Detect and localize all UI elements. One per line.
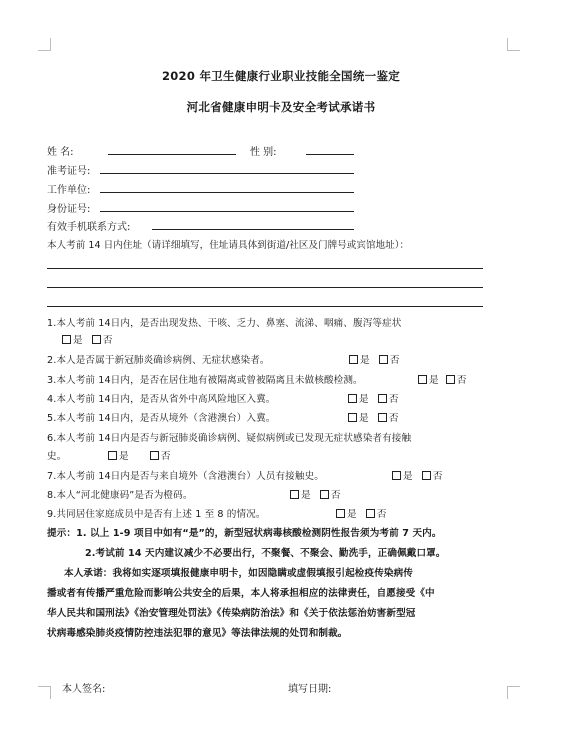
no-option[interactable]: 否	[320, 487, 341, 501]
question-9: 9.共同居住家庭成员中是否有上述 1 至 8 的情况。	[47, 509, 266, 520]
question-6-options	[108, 448, 171, 462]
checkbox[interactable]	[422, 471, 431, 480]
no-option[interactable]: 否	[378, 410, 399, 424]
question-4: 4.本人考前 14日内，是否从省外中高风险地区入冀。	[47, 394, 276, 405]
yes-option[interactable]: 是	[348, 391, 369, 405]
question-7: 7.本人考前 14日内是否与来自境外（含港澳台）人员有接触史。	[47, 471, 324, 482]
crop-mark	[507, 686, 520, 699]
tip-1: 提示：1. 以上 1-9 项目中如有“是”的，新型冠状病毒核酸检测阴性报告须为考前 7 天内。	[47, 528, 442, 539]
no-option[interactable]: 否	[92, 332, 113, 346]
phone-field[interactable]	[152, 229, 354, 230]
checkbox[interactable]	[290, 490, 299, 499]
address-label: 本人考前 14 日内住址（请详细填写，住址请具体到街道/社区及门牌号或宾馆地址）：	[47, 240, 410, 251]
exam-id-field[interactable]	[100, 173, 354, 174]
checkbox[interactable]	[378, 394, 387, 403]
crop-mark	[507, 38, 520, 51]
promise-line-3: 华人民共和国刑法》《治安管理处罚法》《传染病防治法》和《关于依法惩治妨害新型冠	[47, 608, 416, 619]
address-line[interactable]	[47, 306, 483, 307]
gender-field[interactable]	[306, 154, 354, 155]
question-3: 3.本人考前 14日内，是否在居住地有被隔离或曾被隔离且未做核酸检测。	[47, 375, 363, 386]
question-2: 2.本人是否属于新冠肺炎确诊病例、无症状感染者。	[47, 355, 270, 366]
question-1-options	[62, 332, 113, 346]
document-subtitle: 河北省健康申明卡及安全考试承诺书	[186, 100, 376, 114]
signature-label: 本人签名:	[62, 684, 106, 695]
crop-mark	[38, 38, 51, 51]
checkbox[interactable]	[348, 413, 357, 422]
tip-2: 2.考试前 14 天内建议减少不必要出行，不聚餐、不聚会、勤洗手，正确佩戴口罩。	[85, 548, 446, 559]
checkbox[interactable]	[366, 509, 375, 518]
yes-option[interactable]: 是	[418, 372, 439, 386]
address-line[interactable]	[47, 268, 483, 269]
date-label: 填写日期:	[288, 684, 332, 695]
checkbox[interactable]	[62, 335, 71, 344]
phone-label: 有效手机联系方式:	[47, 222, 131, 233]
question-6-continued: 史。	[47, 451, 67, 462]
no-option[interactable]: 否	[150, 448, 171, 462]
document-title: 2020 年卫生健康行业职业技能全国统一鉴定	[161, 69, 401, 83]
yes-option[interactable]: 是	[108, 448, 129, 462]
question-4-options	[348, 391, 399, 405]
checkbox[interactable]	[108, 451, 117, 460]
promise-line-4: 状病毒感染肺炎疫情防控违法犯罪的意见》等法律法规的处罚和制裁。	[47, 628, 348, 639]
yes-option[interactable]: 是	[62, 332, 83, 346]
checkbox[interactable]	[349, 355, 358, 364]
checkbox[interactable]	[379, 355, 388, 364]
no-option[interactable]: 否	[366, 506, 387, 520]
yes-option[interactable]: 是	[290, 487, 311, 501]
question-9-options	[336, 506, 387, 520]
employer-field[interactable]	[100, 192, 354, 193]
checkbox[interactable]	[392, 471, 401, 480]
question-8: 8.本人“河北健康码”是否为橙码。	[47, 490, 193, 501]
promise-line-1: 本人承诺：我将如实逐项填报健康申明卡，如因隐瞒或虚假填报引起检疫传染病传	[64, 568, 413, 579]
no-option[interactable]: 否	[379, 352, 400, 366]
no-option[interactable]: 否	[422, 468, 443, 482]
id-card-label: 身份证号:	[47, 204, 91, 215]
gender-label: 性 别:	[250, 147, 277, 158]
employer-label: 工作单位:	[47, 185, 91, 196]
name-label: 姓 名:	[47, 147, 74, 158]
yes-option[interactable]: 是	[336, 506, 357, 520]
checkbox[interactable]	[418, 375, 427, 384]
yes-option[interactable]: 是	[349, 352, 370, 366]
question-3-options	[418, 372, 467, 386]
name-field[interactable]	[108, 154, 236, 155]
question-8-options	[290, 487, 341, 501]
yes-option[interactable]: 是	[392, 468, 413, 482]
question-5-options	[348, 410, 399, 424]
checkbox[interactable]	[446, 375, 455, 384]
checkbox[interactable]	[92, 335, 101, 344]
question-5: 5.本人考前 14日内，是否从境外（含港澳台）入冀。	[47, 413, 276, 424]
question-2-options	[349, 352, 400, 366]
no-option[interactable]: 否	[378, 391, 399, 405]
exam-id-label: 准考证号:	[47, 166, 91, 177]
checkbox[interactable]	[378, 413, 387, 422]
checkbox[interactable]	[348, 394, 357, 403]
address-line[interactable]	[47, 287, 483, 288]
checkbox[interactable]	[150, 451, 159, 460]
no-option[interactable]: 否	[446, 372, 467, 386]
question-7-options	[392, 468, 443, 482]
question-1: 1.本人考前 14日内，是否出现发热、干咳、乏力、鼻塞、流涕、咽痛、腹泻等症状	[47, 318, 402, 329]
id-card-field[interactable]	[100, 211, 354, 212]
promise-line-2: 播或者有传播严重危险而影响公共安全的后果，本人将承担相应的法律责任，自愿接受《中	[47, 588, 435, 599]
checkbox[interactable]	[320, 490, 329, 499]
checkbox[interactable]	[336, 509, 345, 518]
question-6: 6.本人考前 14日内是否与新冠肺炎确诊病例、疑似病例或已发现无症状感染者有接触	[47, 433, 412, 444]
yes-option[interactable]: 是	[348, 410, 369, 424]
crop-mark	[38, 686, 51, 699]
